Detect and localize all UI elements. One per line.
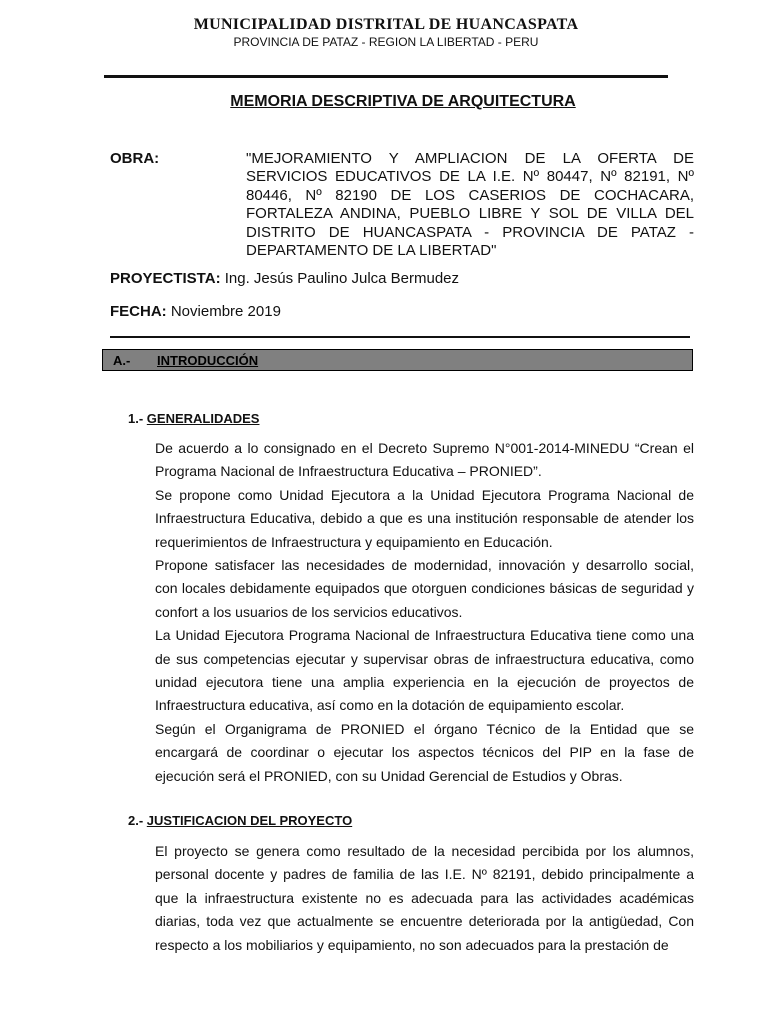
- section-a-heading: [102, 349, 693, 371]
- paragraph: La Unidad Ejecutora Programa Nacional de Infraestructura Educativa tiene como una de sus competencias ejecutar y supervisar obras de infraestructura educativa, como unidad ejecutora tiene una amplia experiencia en la ejecución de proyectos de Infraestructura educativa, así como en la dotación de equipamiento escolar.: [155, 627, 694, 714]
- subsection-2-number: 2.-: [128, 813, 144, 828]
- obra-description: "MEJORAMIENTO Y AMPLIACION DE LA OFERTA DE SERVICIOS EDUCATIVOS DE LA I.E. Nº 80447, Nº 82191, Nº 80446, Nº 82190 DE LOS CASERIOS DE COCHACARA, FORTALEZA ANDINA, PUEBLO LIBRE Y SOL DE VILLA DEL DISTRITO DE HUANCASPATA - PROVINCIA DE PATAZ - DEPARTAMENTO DE LA LIBERTAD": [246, 150, 694, 260]
- subsection-2-heading: [128, 813, 352, 828]
- paragraph: Se propone como Unidad Ejecutora a la Unidad Ejecutora Programa Nacional de Infraestructura Educativa, debido a que es una institución responsable de atender los requerimientos de Infraestructura y equipamiento en Educación.: [155, 486, 694, 550]
- province-region: PROVINCIA DE PATAZ - REGION LA LIBERTAD - PERU: [233, 35, 539, 49]
- proyectista-value: Ing. Jesús Paulino Julca Bermudez: [224, 270, 460, 287]
- subsection-1-heading: [128, 411, 259, 426]
- section-a-letter: A.-: [113, 353, 131, 368]
- subsection-2-title: JUSTIFICACION DEL PROYECTO: [146, 813, 353, 828]
- fecha-line: [110, 303, 281, 320]
- obra-label: OBRA:: [110, 150, 160, 167]
- document-header: [0, 16, 768, 50]
- municipality-name: MUNICIPALIDAD DISTRITAL DE HUANCASPATA: [193, 16, 579, 33]
- section-a-title: INTRODUCCIÓN: [157, 353, 259, 368]
- fecha-value: Noviembre 2019: [170, 303, 281, 320]
- section-divider: [110, 336, 690, 338]
- proyectista-line: [110, 270, 459, 287]
- paragraph: De acuerdo a lo consignado en el Decreto Supremo N°001-2014-MINEDU “Crean el Programa Nacional de Infraestructura Educativa – PRONIED”.: [155, 440, 694, 480]
- proyectista-label: PROYECTISTA:: [110, 270, 221, 287]
- subsection-1-title: GENERALIDADES: [146, 411, 260, 426]
- subsection-1-body: [155, 437, 694, 788]
- subsection-2-body: [155, 840, 694, 957]
- paragraph: Propone satisfacer las necesidades de modernidad, innovación y desarrollo social, con locales debidamente equipados que otorguen condiciones básicas de seguridad y confort a los usuarios de los servicios educativos.: [155, 557, 694, 620]
- fecha-label: FECHA:: [110, 303, 167, 320]
- subsection-1-number: 1.-: [128, 411, 144, 426]
- document-title: MEMORIA DESCRIPTIVA DE ARQUITECTURA: [230, 93, 576, 110]
- paragraph: Según el Organigrama de PRONIED el órgano Técnico de la Entidad que se encargará de coordinar o ejecutar los aspectos técnicos del PIP en la fase de ejecución será el PRONIED, con su Unidad Gerencial de Estudios y Obras.: [155, 720, 694, 784]
- paragraph: El proyecto se genera como resultado de la necesidad percibida por los alumnos, personal docente y padres de familia de las I.E. Nº 82191, debido principalmente a que la infraestructura existente no es adecuada para las actividades académicas diarias, toda vez que actualmente se encuentre deteriorada por la antigüedad, Con respecto a los mobiliarios y equipamiento, no son adecuados para la prestación de: [155, 843, 694, 953]
- header-divider: [104, 75, 668, 78]
